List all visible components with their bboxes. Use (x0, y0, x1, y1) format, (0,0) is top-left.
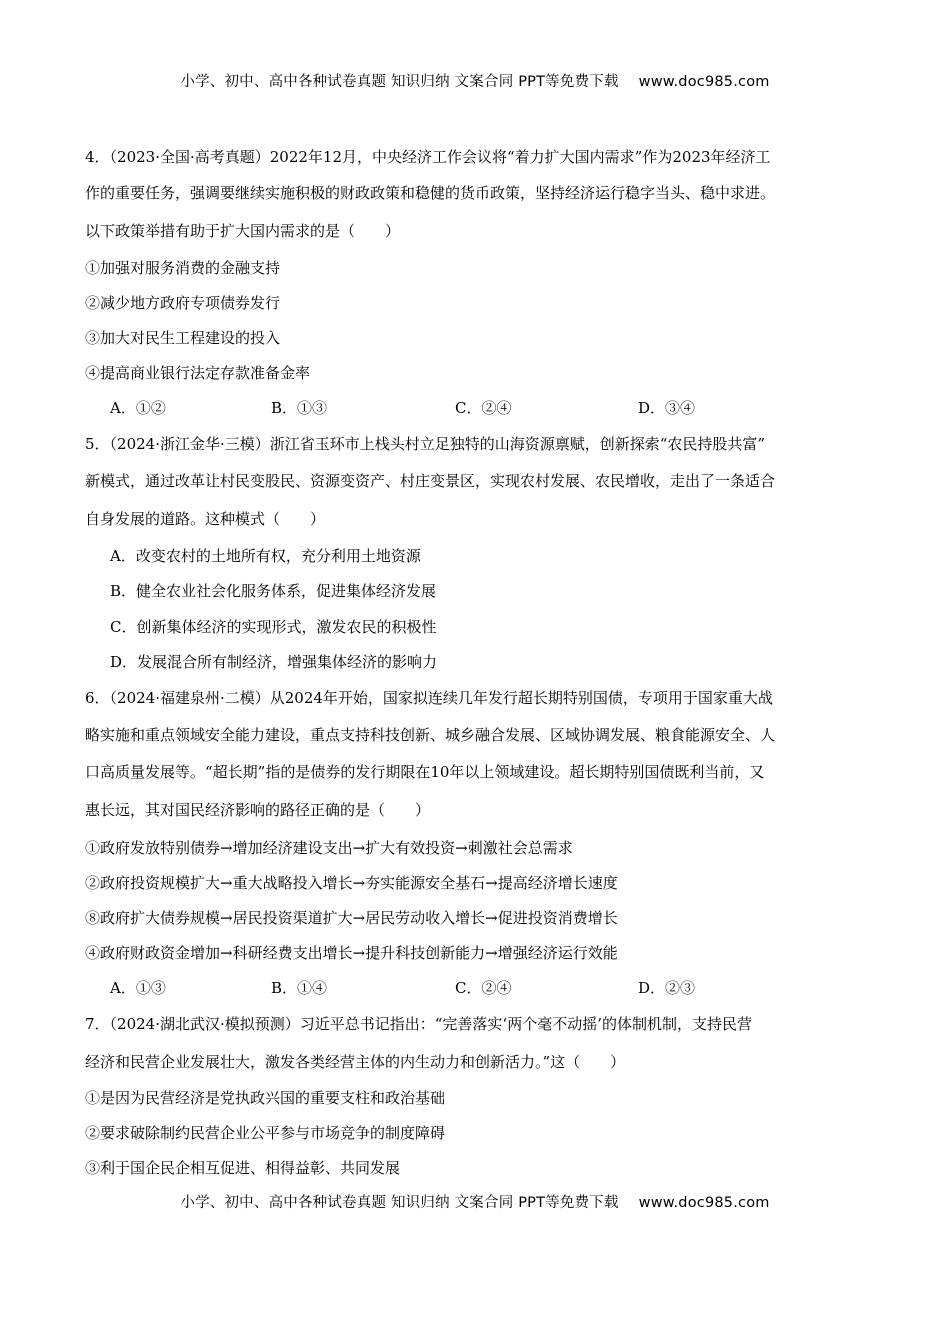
question-6-option-b[interactable]: B．①④ (271, 979, 328, 997)
question-7-item-1: ①是因为民营经济是党执政兴国的重要支柱和政治基础 (85, 1089, 446, 1107)
question-4-option-d[interactable]: D．③④ (638, 399, 696, 417)
question-6-item-2: ②政府投资规模扩大→重大战略投入增长→夯实能源安全基石→提高经济增长速度 (85, 874, 618, 892)
question-4-option-b[interactable]: B．①③ (271, 399, 328, 417)
question-4-item-4: ④提高商业银行法定存款准备金率 (85, 364, 311, 382)
question-6-stem-line-2: 略实施和重点领域安全能力建设，重点支持科技创新、城乡融合发展、区域协调发展、粮食能源安全、人 (85, 726, 776, 744)
question-7-item-2: ②要求破除制约民营企业公平参与市场竞争的制度障碍 (85, 1124, 446, 1142)
question-4-options (110, 397, 870, 419)
question-5-stem-line-1: 5．（2024·浙江金华·三模）浙江省玉环市上栈头村立足独特的山海资源禀赋，创新探索“农民持股共富” (85, 435, 766, 453)
question-4-item-1: ①加强对服务消费的金融支持 (85, 259, 281, 277)
question-4-option-c[interactable]: C．②④ (455, 399, 512, 417)
question-5-stem-line-3: 自身发展的道路。这种模式（ ） (85, 510, 326, 528)
question-5-option-b[interactable]: B．健全农业社会化服务体系，促进集体经济发展 (110, 582, 437, 600)
question-4-stem-line-3: 以下政策举措有助于扩大国内需求的是（ ） (85, 222, 401, 240)
question-6-stem-line-4: 惠长远，其对国民经济影响的路径正确的是（ ） (85, 801, 431, 819)
question-6-item-4: ④政府财政资金增加→科研经费支出增长→提升科技创新能力→增强经济运行效能 (85, 944, 618, 962)
question-6-item-1: ①政府发放特别债券→增加经济建设支出→扩大有效投资→刺激社会总需求 (85, 839, 573, 857)
question-5-option-d[interactable]: D．发展混合所有制经济，增强集体经济的影响力 (110, 653, 438, 671)
question-5-option-c[interactable]: C．创新集体经济的实现形式，激发农民的积极性 (110, 618, 437, 636)
question-6-option-d[interactable]: D．②③ (638, 979, 696, 997)
question-5-stem-line-2: 新模式，通过改革让村民变股民、资源变资产、村庄变景区，实现农村发展、农民增收，走出了一条适合 (85, 472, 776, 490)
question-6-option-c[interactable]: C．②④ (455, 979, 512, 997)
question-7-stem-line-2: 经济和民营企业发展壮大，激发各类经营主体的内生动力和创新活力。”这（ ） (85, 1053, 626, 1071)
question-6-item-3: ⑧政府扩大债券规模→居民投资渠道扩大→居民劳动收入增长→促进投资消费增长 (85, 909, 618, 927)
question-4-stem-line-1: 4．（2023·全国·高考真题）2022年12月，中央经济工作会议将“着力扩大国内需求”作为2023年经济工 (85, 148, 771, 166)
question-6-stem-line-1: 6．（2024·福建泉州·二模）从2024年开始，国家拟连续几年发行超长期特别国债，专项用于国家重大战 (85, 689, 773, 707)
page-header (0, 70, 950, 91)
question-6-stem-line-3: 口高质量发展等。“超长期”指的是债券的发行期限在10年以上领域建设。超长期特别国债既利当前，又 (85, 763, 765, 781)
question-6-options (110, 977, 870, 999)
question-7-stem-line-1: 7．（2024·湖北武汉·模拟预测）习近平总书记指出：“完善落实‘两个毫不动摇’的体制机制，支持民营 (85, 1015, 752, 1033)
header-link[interactable]: www.doc985.com (638, 74, 770, 90)
question-4-option-a[interactable]: A．①② (110, 399, 166, 417)
footer-text: 小学、初中、高中各种试卷真题 知识归纳 文案合同 PPT等免费下载 (180, 1195, 619, 1211)
question-4-item-3: ③加大对民生工程建设的投入 (85, 329, 281, 347)
question-7-item-3: ③利于国企民企相互促进、相得益彰、共同发展 (85, 1159, 401, 1177)
question-4-item-2: ②减少地方政府专项债券发行 (85, 294, 281, 312)
question-4-stem-line-2: 作的重要任务，强调要继续实施积极的财政政策和稳健的货币政策，坚持经济运行稳字当头、稳中求进。 (85, 184, 776, 202)
question-6-option-a[interactable]: A．①③ (110, 979, 166, 997)
header-text: 小学、初中、高中各种试卷真题 知识归纳 文案合同 PPT等免费下载 (180, 74, 619, 90)
question-5-option-a[interactable]: A．改变农村的土地所有权，充分利用土地资源 (110, 547, 421, 565)
footer-link[interactable]: www.doc985.com (638, 1195, 770, 1211)
page-footer (0, 1191, 950, 1212)
